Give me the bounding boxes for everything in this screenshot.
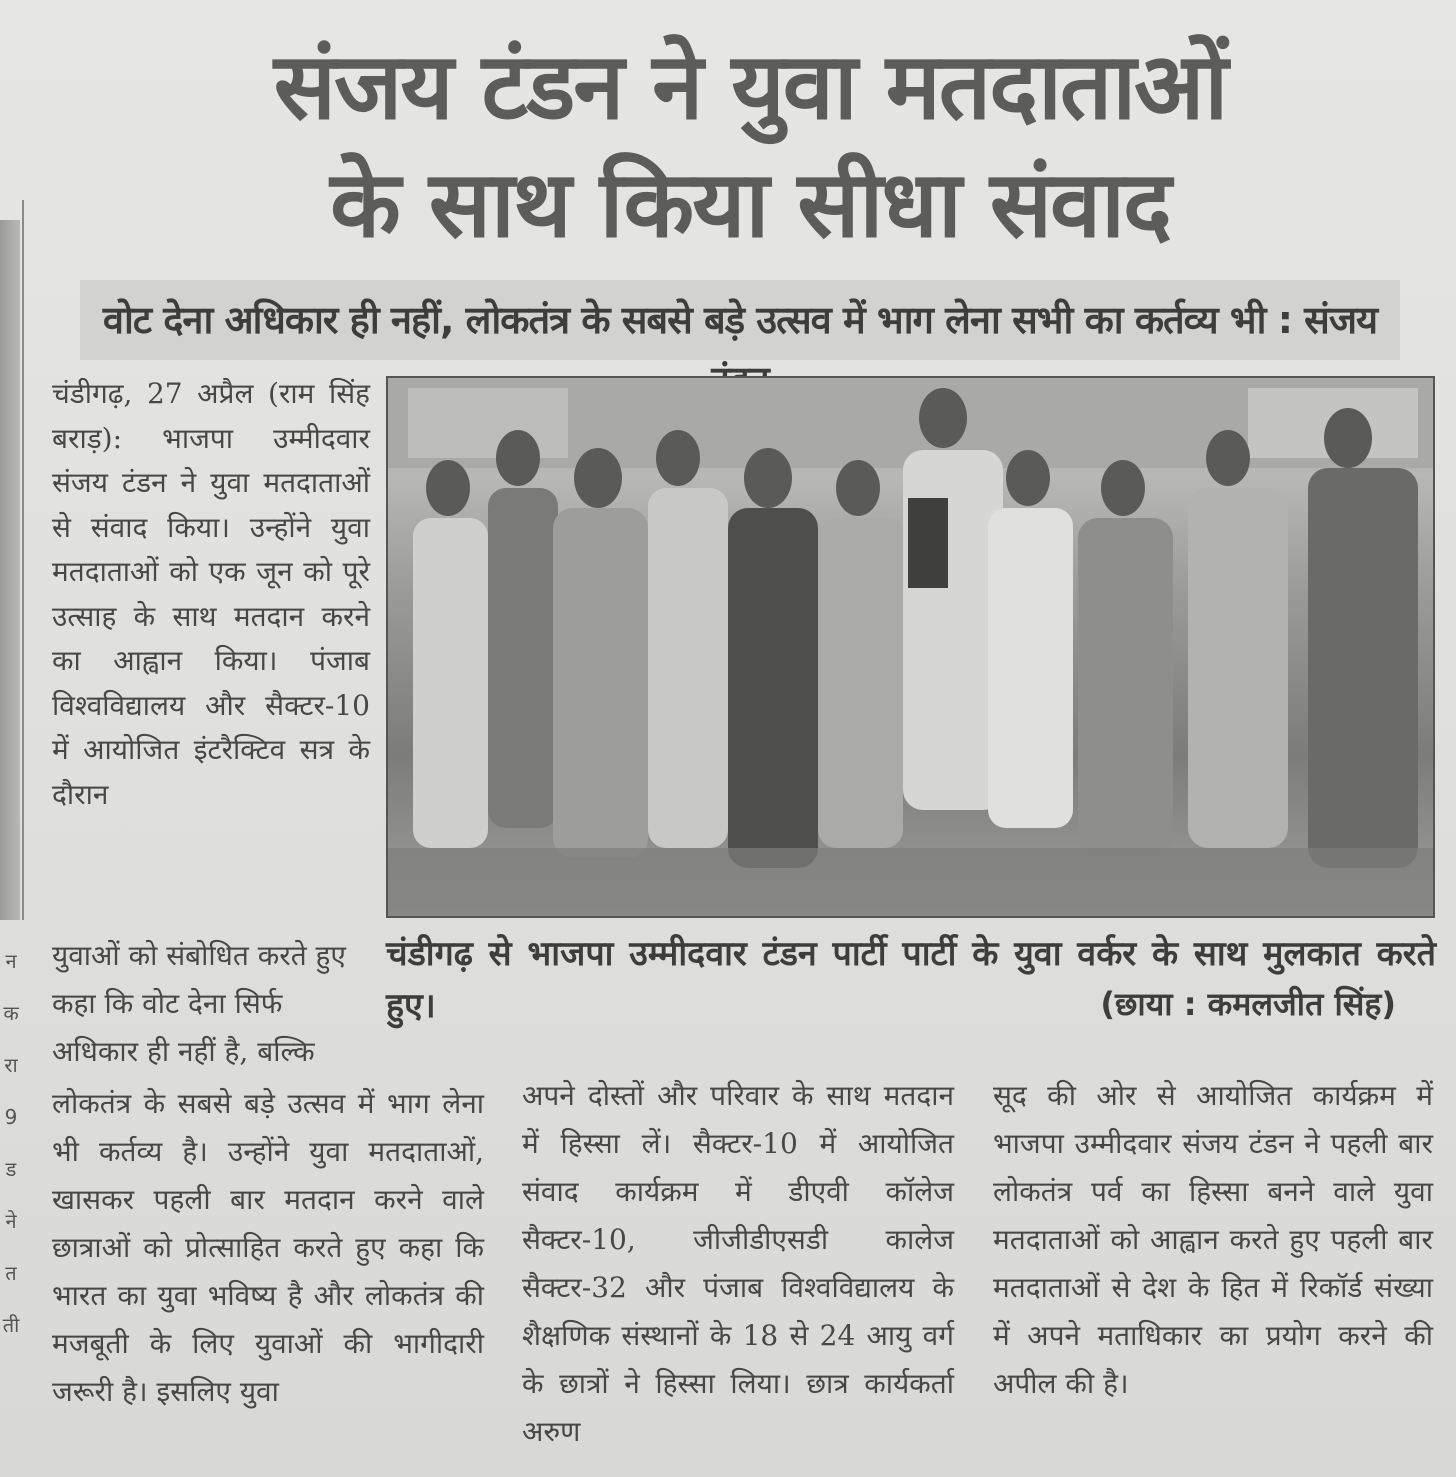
body-column-2: अपने दोस्तों और परिवार के साथ मतदान में हिस्सा लें। सैक्टर-10 में आयोजित संवाद कार्यक्रम में डीएवी कॉलेज सैक्टर-10, जीजीडीएसडी कालेज सैक्टर-32 और पंजाब विश्वविद्यालय के शैक्षणिक संस्थानों के 18 से 24 आयु वर्ग के छात्रों ने हिस्सा लिया। छात्र कार्यकर्ता अरुण [522, 1079, 954, 1448]
intro-continuation: युवाओं को संबोधित करते हुए कहा कि वोट देना सिर्फ अधिकार ही नहीं है, बल्कि [52, 939, 346, 1068]
adjacent-column-fragments [0, 935, 22, 1351]
photo-credit: (छाया : कमलजीत सिंह) [1100, 985, 1396, 1023]
intro-column [52, 372, 370, 817]
group-photo-illustration [388, 378, 1433, 916]
headline-line-2: के साथ किया सीधा संवाद [330, 151, 1170, 258]
news-photo [386, 376, 1435, 918]
adjacent-article-edge [0, 200, 24, 920]
edge-fragment: ती [2, 1313, 20, 1337]
article-headline [60, 28, 1440, 264]
edge-fragment: 9 [4, 1105, 18, 1129]
headline-line-1: संजय टंडन ने युवा मतदाताओं [273, 33, 1227, 140]
adjacent-photo-edge [0, 220, 20, 920]
edge-fragment: रा [4, 1053, 18, 1077]
edge-fragment: क [3, 1001, 19, 1025]
edge-fragment: त [5, 1261, 17, 1285]
dateline: चंडीगढ़, 27 अप्रैल (राम सिंह बराड़): [52, 377, 370, 455]
intro-text: भाजपा उम्मीदवार संजय टंडन ने युवा मतदाताओं से संवाद किया। उन्होंने युवा मतदाताओं को एक जून को पूरे उत्साह के साथ मतदान करने का आह्वान किया। पंजाब विश्वविद्यालय और सैक्टर-10 में आयोजित इंटरैक्टिव सत्र के दौरान [52, 421, 370, 811]
edge-fragment: ड [5, 1157, 17, 1181]
body-column-1: लोकतंत्र के सबसे बड़े उत्सव में भाग लेना भी कर्तव्य है। उन्होंने युवा मतदाताओं, खासकर पहली बार मतदान करने वाले छात्राओं को प्रोत्साहित करते हुए कहा कि भारत का युवा भविष्य है और लोकतंत्र की मजबूती के लिए युवाओं की भागीदारी जरूरी है। इसलिए युवा [52, 1087, 484, 1408]
edge-fragment: ने [5, 1209, 17, 1233]
photo-caption: चंडीगढ़ से भाजपा उम्मीदवार टंडन पार्टी पार्टी के युवा वर्कर के साथ मुलकात करते हुए। [386, 934, 1436, 1026]
edge-fragment: न [5, 949, 17, 973]
body-column-3: सूद की ओर से आयोजित कार्यक्रम में भाजपा उम्मीदवार संजय टंडन ने पहली बार लोकतंत्र पर्व का हिस्सा बनने वाले युवा मतदाताओं को आह्वान करते हुए पहली बार मतदाताओं से देश के हित में रिकॉर्ड संख्या में अपने मताधिकार का प्रयोग करने की अपील की है। [993, 1079, 1433, 1400]
article-subheadline: वोट देना अधिकार ही नहीं, लोकतंत्र के सबसे बड़े उत्सव में भाग लेना सभी का कर्तव्य भी : संजय [102, 298, 1378, 342]
